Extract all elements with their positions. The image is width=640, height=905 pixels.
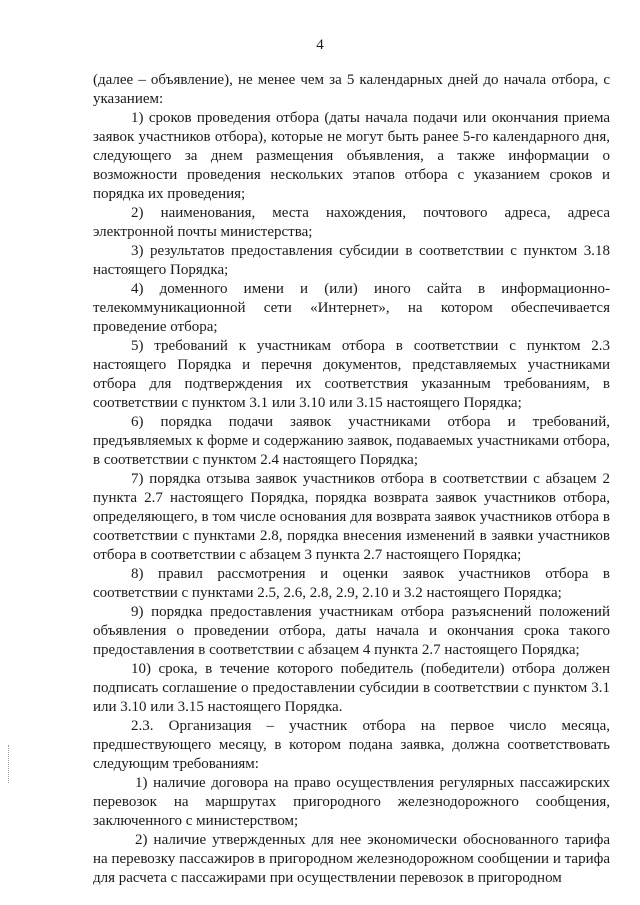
paragraph-item-6: 6) порядка подачи заявок участниками отбора и требований, предъявляемых к форме и содержанию заявок, подаваемых участниками отбора, в соответствии с пунктом 2.4 настоящего Порядка; xyxy=(93,414,610,468)
paragraph-section-2-3: 2.3. Организация – участник отбора на первое число месяца, предшествующего месяцу, в котором подана заявка, должна соответствовать следующим требованиям: xyxy=(93,718,610,772)
paragraph-item-2: 2) наименования, места нахождения, почтового адреса, адреса электронной почты министерства; xyxy=(93,205,610,240)
paragraph-item-4: 4) доменного имени и (или) иного сайта в информационно-телекоммуникационной сети «Интернет», на котором обеспечивается проведение отбора; xyxy=(93,281,610,335)
paragraph-item-1: 1) сроков проведения отбора (даты начала подачи или окончания приема заявок участников отбора), которые не могут быть ранее 5-го календарного дня, следующего за днем размещения объявления, а также информации о возможности проведения нескольких этапов отбора с указанием сроков и порядка их проведения; xyxy=(93,110,610,202)
paragraph-item-3: 3) результатов предоставления субсидии в соответствии с пунктом 3.18 настоящего Порядка; xyxy=(93,243,610,278)
paragraph-item-7: 7) порядка отзыва заявок участников отбора в соответствии с абзацем 2 пункта 2.7 настоящего Порядка, порядка возврата заявок участников отбора, определяющего, в том числе основания для возврата заявок участников отбора в соответствии с пунктами 2.8, порядка внесения изменений в заявки участников отбора в соответствии с абзацем 3 пункта 2.7 настоящего Порядка; xyxy=(93,471,610,563)
scan-margin-mark xyxy=(8,745,11,783)
paragraph-requirement-2: 2) наличие утвержденных для нее экономически обоснованного тарифа на перевозку пассажиров в пригородном железнодорожном сообщении и тарифа для расчета с пассажирами при осуществлении перевозок в пригородном xyxy=(93,832,610,886)
paragraph-requirement-1: 1) наличие договора на право осуществления регулярных пассажирских перевозок на маршрутах пригородного железнодорожного сообщения, заключенного с министерством; xyxy=(93,775,610,829)
paragraph-item-8: 8) правил рассмотрения и оценки заявок участников отбора в соответствии с пунктами 2.5, 2.6, 2.8, 2.9, 2.10 и 3.2 настоящего Порядка; xyxy=(93,566,610,601)
paragraph-item-10: 10) срока, в течение которого победитель (победители) отбора должен подписать соглашение о предоставлении субсидии в соответствии с пунктом 3.1 или 3.10 или 3.15 настоящего Порядка. xyxy=(93,661,610,715)
paragraph-item-9: 9) порядка предоставления участникам отбора разъяснений положений объявления о проведении отбора, даты начала и окончания срока такого предоставления в соответствии с абзацем 4 пункта 2.7 настоящего Порядка; xyxy=(93,604,610,658)
document-body xyxy=(93,71,610,888)
paragraph-item-5: 5) требований к участникам отбора в соответствии с пунктом 2.3 настоящего Порядка и перечня документов, представляемых участниками отбора для подтверждения их соответствия указанным требованиям, в соответствии с пунктом 3.1 или 3.10 или 3.15 настоящего Порядка; xyxy=(93,338,610,411)
page-number: 4 xyxy=(316,37,324,53)
paragraph-intro: (далее – объявление), не менее чем за 5 календарных дней до начала отбора, с указанием: xyxy=(93,72,610,107)
